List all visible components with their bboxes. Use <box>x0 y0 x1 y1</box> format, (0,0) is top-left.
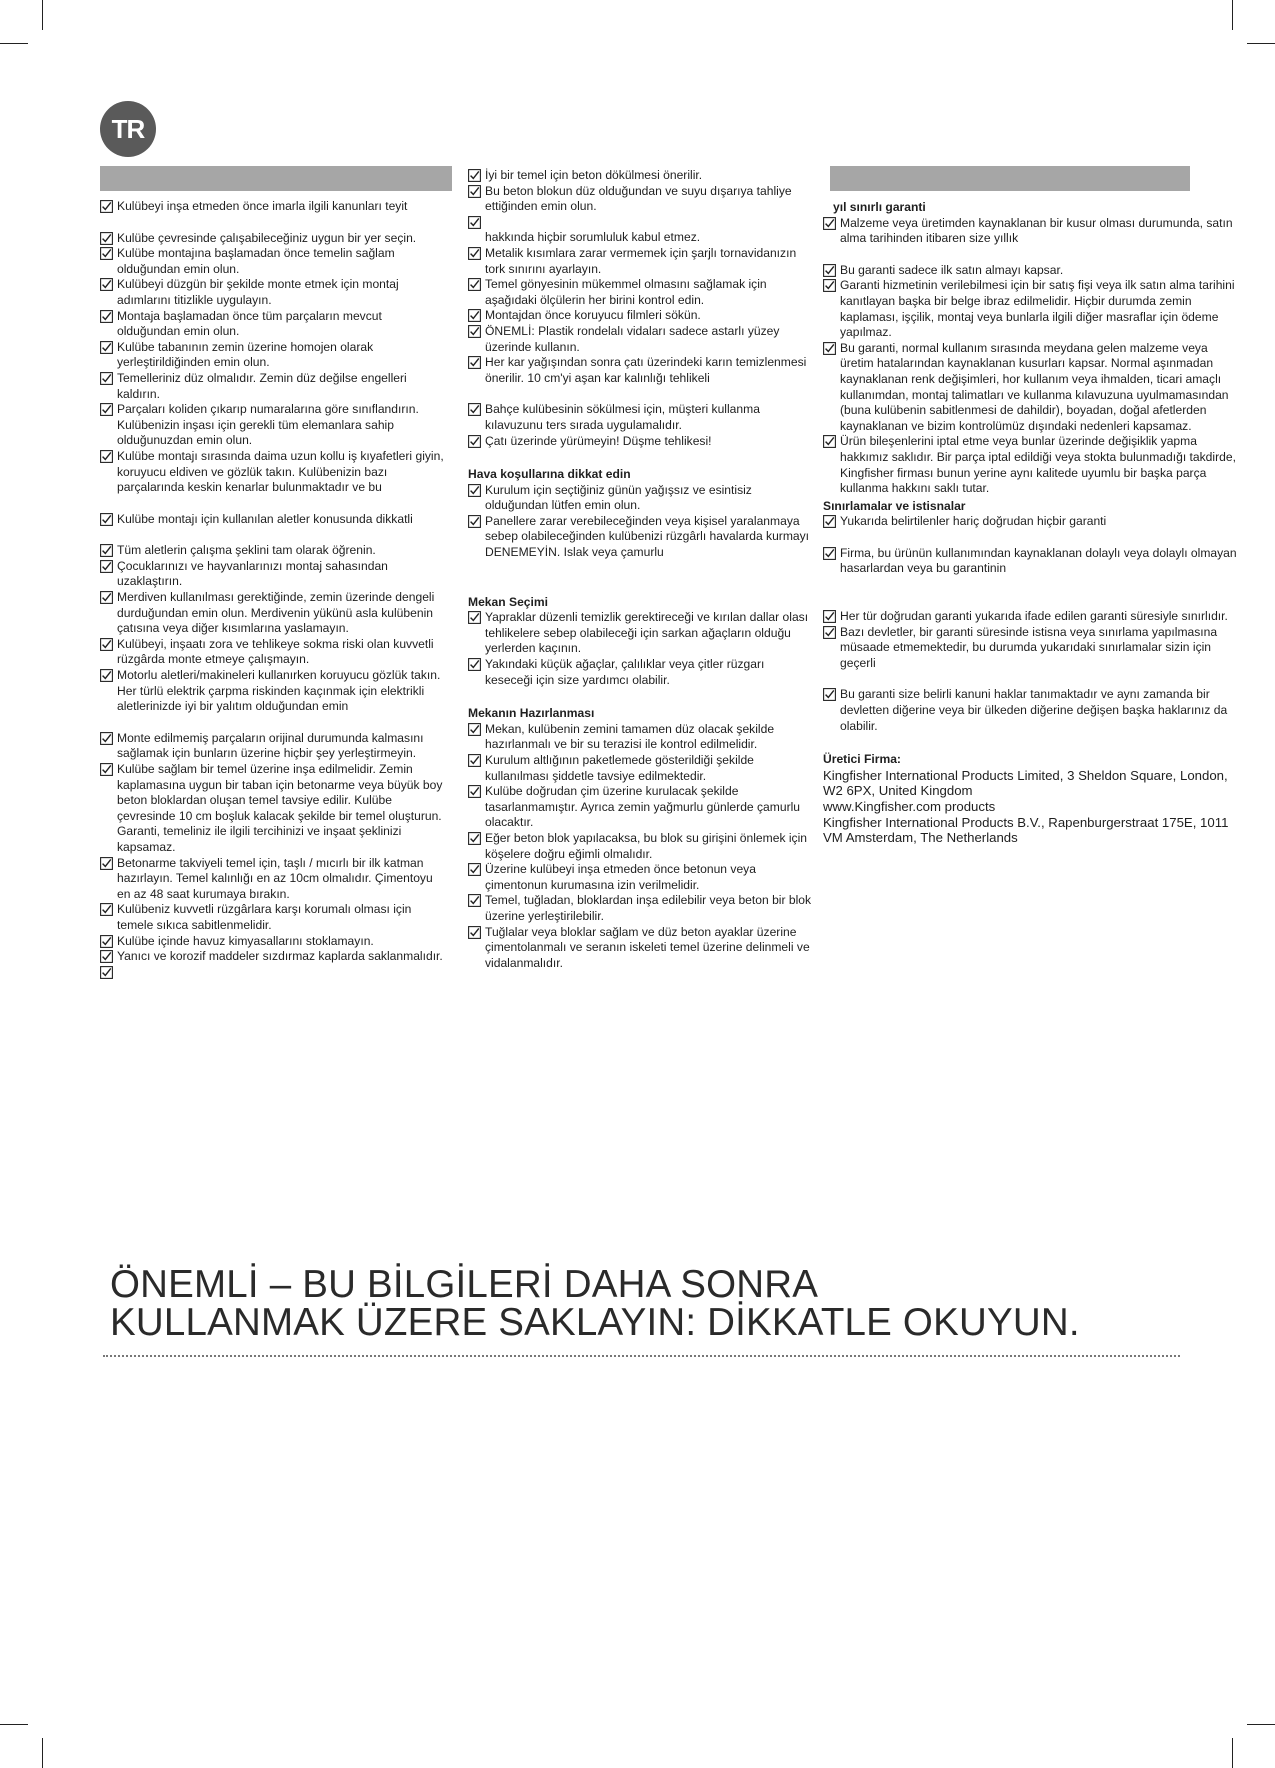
checklist-item-text: Montajdan önce koruyucu filmleri sökün. <box>485 308 701 323</box>
spacer <box>823 577 1243 609</box>
checklist-item-text: Kurulum altlığının paketlemede gösterildiği şekilde kullanılması şiddetle tavsiye edilmektedir. <box>485 753 754 783</box>
checkbox-checked-icon <box>823 435 836 448</box>
checkbox-checked-icon <box>100 966 113 979</box>
checklist-item-text: Monte edilmemiş parçaların orijinal durumunda kalmasını sağlamak için bunların üzerine hiçbir şey yerleştirmeyin. <box>117 730 424 761</box>
checkbox-checked-icon <box>100 372 113 385</box>
checkbox-checked-icon <box>468 754 481 767</box>
checklist-item-text: Garanti hizmetinin verilebilmesi için bir satış fişi veya ilk satın alma tarihini kanıtlayan başka bir belge ibraz edilmelidir. Hiçbir durumda zemin kaplaması, işçilik, montaj veya bunlarla ilgili diğer masraflar için ödeme yapılmaz. <box>840 278 1235 340</box>
checklist-item-text: Kulübe montajına başlamadan önce temelin sağlam olduğundan emin olun. <box>117 246 395 276</box>
checklist-item-text: Merdiven kullanılması gerektiğinde, zemin üzerinde dengeli durduğundan emin olun. Merdivenin yükünü asla kulübenin çatısına veya diğer kısımlarına yaslamayın. <box>117 590 435 636</box>
spacer <box>100 215 445 231</box>
manufacturer-address-line: Kingfisher International Products Limited, 3 Sheldon Square, London, <box>823 767 1228 783</box>
checkbox-checked-icon <box>823 547 836 560</box>
checkbox-checked-icon <box>468 484 481 497</box>
checklist-item-text: Montaja başlamadan önce tüm parçaların mevcut olduğundan emin olun. <box>117 308 382 339</box>
manufacturer-address-line: VM Amsterdam, The Netherlands <box>823 830 1018 846</box>
checklist-item <box>468 657 813 688</box>
checklist-item <box>468 215 813 231</box>
checklist-item <box>468 893 813 924</box>
checklist-item-text: Motorlu aletleri/makineleri kullanırken koruyucu gözlük takın. Her türlü elektrik çarpma riskinden kaçınmak için elektrikli aletlerinizde iyi bir yalıtım olduğundan emin <box>117 668 441 714</box>
checklist-item-text: Bu garanti size belirli kanuni haklar tanımaktadır ve aynı zamanda bir devletten diğerine veya bir ülkeden diğerine değişen başka haklarınız da olabilir. <box>840 687 1228 733</box>
crop-mark <box>1232 1738 1233 1768</box>
checkbox-checked-icon <box>100 310 113 323</box>
checkbox-checked-icon <box>100 950 113 963</box>
checklist-item-text: Yanıcı ve korozif maddeler sızdırmaz kaplarda saklanmalıdır. <box>117 949 443 964</box>
checkbox-checked-icon <box>823 515 836 528</box>
checklist-item-text: Kulübe çevresinde çalışabileceğiniz uygun bir yer seçin. <box>117 230 417 245</box>
checklist-item <box>468 402 813 433</box>
checklist-item-text: Kulübeyi düzgün bir şekilde monte etmek için montaj adımlarını titizlikle uygulayın. <box>117 277 399 307</box>
checklist-item <box>468 308 813 324</box>
checkbox-checked-icon <box>100 247 113 260</box>
checkbox-checked-icon <box>823 688 836 701</box>
checklist-item-text: Tuğlalar veya bloklar sağlam ve düz beton ayaklar üzerine çimentolanmalı ve seranın iskeleti temel üzerine delinmeli ve vidalanmalıdır. <box>485 924 810 970</box>
checklist-item <box>100 231 445 247</box>
checklist-item <box>100 449 445 496</box>
checkbox-checked-icon <box>468 611 481 624</box>
checklist-item <box>468 722 813 753</box>
checkbox-checked-icon <box>100 450 113 463</box>
spacer <box>468 688 813 704</box>
important-notice-line-2: KULLANMAK ÜZERE SAKLAYIN: DİKKATLE OKUYUN. <box>110 1301 1080 1344</box>
checklist-item-text: Betonarme takviyeli temel için, taşlı / mıcırlı bir ilk katman hazırlayın. Temel kalınlığı en az 10cm olmalıdır. Çimentoyu en az 48 saat kurumaya bırakın. <box>117 855 433 901</box>
checklist-item <box>468 355 813 386</box>
checklist-item-text: Çatı üzerinde yürümeyin! Düşme tehlikesi! <box>485 433 712 448</box>
manufacturer-address-line: W2 6PX, United Kingdom <box>823 783 973 799</box>
checklist-item <box>100 902 445 933</box>
checkbox-checked-icon <box>468 832 481 845</box>
checklist-item <box>468 483 813 514</box>
checkbox-checked-icon <box>468 325 481 338</box>
checkbox-checked-icon <box>100 544 113 557</box>
checklist-item-text: Tüm aletlerin çalışma şeklini tam olarak öğrenin. <box>117 543 376 558</box>
checklist-item <box>468 862 813 893</box>
checklist-item <box>100 637 445 668</box>
checklist-item-text: Mekan, kulübenin zemini tamamen düz olacak şekilde hazırlanmalı ve bir su terazisi ile kontrol edilmelidir. <box>485 721 775 752</box>
checklist-item-text: Bazı devletler, bir garanti süresinde istisna veya sınırlama yapılmasına müsaade etmemektedir, bu durumda yukarıdaki sınırlamalar sizin için geçerli <box>840 624 1218 670</box>
checklist-item <box>100 199 445 215</box>
section-heading: Mekanın Hazırlanması <box>468 706 595 721</box>
checklist-item <box>823 216 1243 247</box>
checkbox-checked-icon <box>823 279 836 292</box>
checkbox-checked-icon <box>100 513 113 526</box>
checklist-item-text: Kulübe montajı için kullanılan aletler konusunda dikkatli <box>117 511 413 526</box>
section-heading: Sınırlamalar ve istisnalar <box>823 498 966 513</box>
checklist-item <box>468 246 813 277</box>
checklist-item <box>468 784 813 831</box>
checklist-item <box>468 753 813 784</box>
checklist-item <box>468 610 813 657</box>
checklist-item <box>468 277 813 308</box>
checkbox-checked-icon <box>468 356 481 369</box>
spacer <box>100 715 445 731</box>
checklist-item-text: Kulübe tabanının zemin üzerine homojen olarak yerleştirildiğinden emin olun. <box>117 339 374 370</box>
spacer <box>468 449 813 465</box>
checklist-item-text: Kulübeniz kuvvetli rüzgârlara karşı korumalı olması için temele sıkıca sabitlenmelidir. <box>117 902 412 932</box>
checklist-item-text: Bu garanti sadece ilk satın almayı kapsar. <box>840 262 1064 277</box>
checklist-item <box>100 949 445 965</box>
language-badge: TR <box>100 101 156 157</box>
checklist-item <box>100 762 445 856</box>
checklist-item <box>823 609 1243 625</box>
checklist-item <box>468 184 813 215</box>
checklist-item <box>468 514 813 561</box>
section-header-bar <box>830 166 1190 191</box>
checklist-item <box>100 934 445 950</box>
checkbox-checked-icon <box>823 264 836 277</box>
section-heading: Üretici Firma: <box>823 752 901 767</box>
checkbox-checked-icon <box>100 638 113 651</box>
checkbox-checked-icon <box>100 732 113 745</box>
checklist-item-text: Bu garanti, normal kullanım sırasında meydana gelen malzeme veya üretim hatalarından kaynaklanan kusurları kapsar. Normal aşınmadan kaynaklanan renk değişimleri, hor kullanım veya ihmalden, ticari amaçlı kullanımdan, montaj talimatları ve kullanma kılavuzuna uyulmamasından (buna kulübenin sabitlenmesi de dahildir), boyadan, doğal afetlerden kaynaklanan ve bizim kontrolümüz dışındaki nedenleri kapsamaz. <box>840 340 1229 433</box>
checklist-item <box>468 434 813 450</box>
checkbox-checked-icon <box>468 185 481 198</box>
checklist-item-text: Metalik kısımlara zarar vermemek için şarjlı tornavidanızın tork sınırını ayarlayın. <box>485 245 797 276</box>
checklist-item-text: Kulübe doğrudan çim üzerine kurulacak şekilde tasarlanmamıştır. Ayrıca zemin yağmurlu günlerde çamurlu olacaktır. <box>485 784 801 830</box>
checkbox-checked-icon <box>100 232 113 245</box>
spacer <box>468 386 813 402</box>
checklist-item <box>100 668 445 715</box>
checklist-item-text: Temel, tuğladan, bloklardan inşa edilebilir veya beton bir blok üzerine yerleştirilebilir. <box>485 893 812 923</box>
checklist-item <box>823 625 1243 672</box>
checklist-item <box>100 559 445 590</box>
checklist-item-text: Yukarıda belirtilenler hariç doğrudan hiçbir garanti <box>840 514 1107 529</box>
crop-mark <box>1232 0 1233 30</box>
checkbox-checked-icon <box>468 658 481 671</box>
crop-mark <box>1247 1724 1275 1725</box>
checkbox-checked-icon <box>468 894 481 907</box>
checklist-item <box>100 965 445 981</box>
checkbox-checked-icon <box>100 403 113 416</box>
checkbox-checked-icon <box>823 342 836 355</box>
checkbox-checked-icon <box>100 560 113 573</box>
crop-mark <box>42 1738 43 1768</box>
checklist-item <box>100 590 445 637</box>
spacer <box>823 671 1243 687</box>
checklist-item-text: Kulübe sağlam bir temel üzerine inşa edilmelidir. Zemin kaplamasına uygun bir taban için betonarme veya büyük boy beton bloklardan oluşan temel tavsiye edilir. Kulübe çevresinde 10 cm boşluk kalacak şekilde bir temel oluşturun. Garanti, temeliniz ile ilgili tercihinizi ve inşaat şeklinizi kapsamaz. <box>117 762 443 854</box>
checklist-item <box>100 512 445 528</box>
checklist-item <box>100 277 445 308</box>
checkbox-checked-icon <box>468 403 481 416</box>
checkbox-checked-icon <box>100 200 113 213</box>
checklist-item-text: ÖNEMLİ: Plastik rondelalı vidaları sadece astarlı yüzey üzerinde kullanın. <box>485 323 780 354</box>
crop-mark <box>42 0 43 30</box>
column-installation-notes <box>468 168 813 971</box>
spacer <box>823 247 1243 263</box>
checklist-item <box>823 514 1243 530</box>
checkbox-checked-icon <box>823 626 836 639</box>
dotted-divider <box>103 1355 1180 1357</box>
checklist-item <box>468 831 813 862</box>
checklist-item-text: Kulübeyi inşa etmeden önce imarla ilgili kanunları teyit <box>117 199 408 213</box>
checkbox-checked-icon <box>100 763 113 776</box>
checkbox-checked-icon <box>823 610 836 623</box>
checklist-item-text: Parçaları koliden çıkarıp numaralarına göre sınıflandırın. Kulübenizin inşası için gerekli tüm elemanlara sahip olduğunuzdan emin olun. <box>117 402 419 448</box>
section-heading: Hava koşullarına dikkat edin <box>468 467 631 482</box>
checklist-item-text: Bu beton blokun düz olduğundan ve suyu dışarıya tahliye ettiğinden emin olun. <box>485 183 792 214</box>
checklist-item-text: Ürün bileşenlerini iptal etme veya bunlar üzerinde değişiklik yapma hakkımız saklıdır. Bir parça iptal edildiği veya stokta bulunmadığı takdirde, Kingfisher firması bunun yerine aynı kalitede uyumlu bir başka parça kullanma hakkını saklı tutar. <box>840 434 1236 496</box>
warranty-heading: yıl sınırlı garanti <box>833 200 926 214</box>
checkbox-checked-icon <box>468 435 481 448</box>
checklist-item-text: Yakındaki küçük ağaçlar, çalılıklar veya çitler rüzgarı keseceği için size yardımcı olabilir. <box>485 657 765 687</box>
checklist-item-text: Kulübe içinde havuz kimyasallarını stoklamayın. <box>117 933 374 948</box>
checklist-item-text: Firma, bu ürünün kullanımından kaynaklanan dolaylı veya dolaylı olmayan hasarlardan veya bu garantinin <box>840 545 1237 576</box>
checkbox-checked-icon <box>468 169 481 182</box>
manufacturer-address-line: Kingfisher International Products B.V., Rapenburgerstraat 175E, 1011 <box>823 814 1229 830</box>
spacer <box>100 496 445 512</box>
spacer <box>100 527 445 543</box>
checklist-item <box>823 278 1243 340</box>
checklist-item <box>823 263 1243 279</box>
crop-mark <box>0 1724 28 1725</box>
checklist-item <box>100 340 445 371</box>
checklist-item <box>823 434 1243 496</box>
checkbox-checked-icon <box>100 669 113 682</box>
checklist-item-text: Çocuklarınızı ve hayvanlarınızı montaj sahasından uzaklaştırın. <box>117 558 388 589</box>
manufacturer-address-line: www.Kingfisher.com products <box>823 799 996 814</box>
checkbox-checked-icon <box>100 935 113 948</box>
checklist-item-text: Kulübeyi, inşaatı zora ve tehlikeye sokma riski olan kuvvetli rüzgârda monte etmeye çalışmayın. <box>117 636 434 667</box>
spacer <box>823 734 1243 750</box>
section-header-bar <box>100 166 452 191</box>
checklist-item <box>823 546 1243 577</box>
checkbox-checked-icon <box>468 309 481 322</box>
checklist-item <box>823 341 1243 435</box>
checklist-item-text: Her kar yağışından sonra çatı üzerindeki karın temizlenmesi önerilir. 10 cm'yi aşan kar kalınlığı tehlikeli <box>485 355 807 385</box>
checklist-item <box>823 687 1243 734</box>
checklist-item <box>100 309 445 340</box>
checklist-item <box>468 324 813 355</box>
checklist-item-text: Yapraklar düzenli temizlik gerektireceği ve kırılan dallar olası tehlikelere sebep olabileceği için sarkan ağaçların olduğu yerlerden kaçının. <box>485 610 809 656</box>
checklist-item <box>100 246 445 277</box>
checklist-item-text: Bahçe kulübesinin sökülmesi için, müşteri kullanma kılavuzunu ters sırada uygulamalıdır. <box>485 402 760 432</box>
checklist-item-text: İyi bir temel için beton dökülmesi önerilir. <box>485 168 703 182</box>
checklist-item-text: Temelleriniz düz olmalıdır. Zemin düz değilse engelleri kaldırın. <box>117 370 407 401</box>
column-safety-instructions <box>100 199 445 980</box>
checkbox-checked-icon <box>100 857 113 870</box>
section-heading: Mekan Seçimi <box>468 594 548 609</box>
crop-mark <box>0 43 28 44</box>
checkbox-checked-icon <box>468 926 481 939</box>
checklist-item <box>468 168 813 184</box>
checklist-item-text: Kulübe montajı sırasında daima uzun kollu iş kıyafetleri giyin, koruyucu eldiven ve gözlük takın. Kulübenizin bazı parçalarında keskin kenarlar bulunmaktadır ve bu <box>117 448 444 495</box>
checkbox-checked-icon <box>468 216 481 229</box>
checklist-item <box>468 925 813 972</box>
spacer <box>823 530 1243 546</box>
checklist-item <box>100 856 445 903</box>
checkbox-checked-icon <box>100 903 113 916</box>
checklist-item <box>100 731 445 762</box>
checklist-item <box>100 402 445 449</box>
checklist-item-text: Kurulum için seçtiğiniz günün yağışsız ve esintisiz olduğundan lütfen emin olun. <box>485 482 752 513</box>
checkbox-checked-icon <box>468 278 481 291</box>
checklist-item-text: Eğer beton blok yapılacaksa, bu blok su girişini önlemek için köşelere doğru eğimli olmalıdır. <box>485 830 808 861</box>
crop-mark <box>1247 43 1275 44</box>
checklist-item-text: Üzerine kulübeyi inşa etmeden önce betonun veya çimentonun kurumasına izin verilmelidir. <box>485 862 756 892</box>
checkbox-checked-icon <box>468 785 481 798</box>
checklist-item <box>100 543 445 559</box>
spacer <box>468 561 813 593</box>
checkbox-checked-icon <box>468 723 481 736</box>
continuation-text: hakkında hiçbir sorumluluk kabul etmez. <box>485 230 701 245</box>
checkbox-checked-icon <box>823 217 836 230</box>
important-notice <box>110 1263 1080 1344</box>
checklist-item <box>100 371 445 402</box>
checkbox-checked-icon <box>100 591 113 604</box>
checklist-item-text: Her tür doğrudan garanti yukarıda ifade edilen garanti süresiyle sınırlıdır. <box>840 609 1228 624</box>
checkbox-checked-icon <box>100 278 113 291</box>
checkbox-checked-icon <box>468 247 481 260</box>
checkbox-checked-icon <box>468 863 481 876</box>
checklist-item-text: Temel gönyesinin mükemmel olmasını sağlamak için aşağıdaki ölçülerin her birini kontrol edin. <box>485 277 767 307</box>
checkbox-checked-icon <box>468 515 481 528</box>
checkbox-checked-icon <box>100 341 113 354</box>
important-notice-line-1: ÖNEMLİ – BU BİLGİLERİ DAHA SONRA <box>110 1263 819 1306</box>
checklist-item-text: Panellere zarar verebileceğinden veya kişisel yaralanmaya sebep olabileceğinden kulübenizi rüzgârlı havalarda kurmayı DENEMEYİN. Islak veya çamurlu <box>485 513 810 560</box>
checklist-item-text: Malzeme veya üretimden kaynaklanan bir kusur olması durumunda, satın alma tarihinden itibaren size yıllık <box>840 215 1233 246</box>
column-warranty <box>823 200 1243 846</box>
